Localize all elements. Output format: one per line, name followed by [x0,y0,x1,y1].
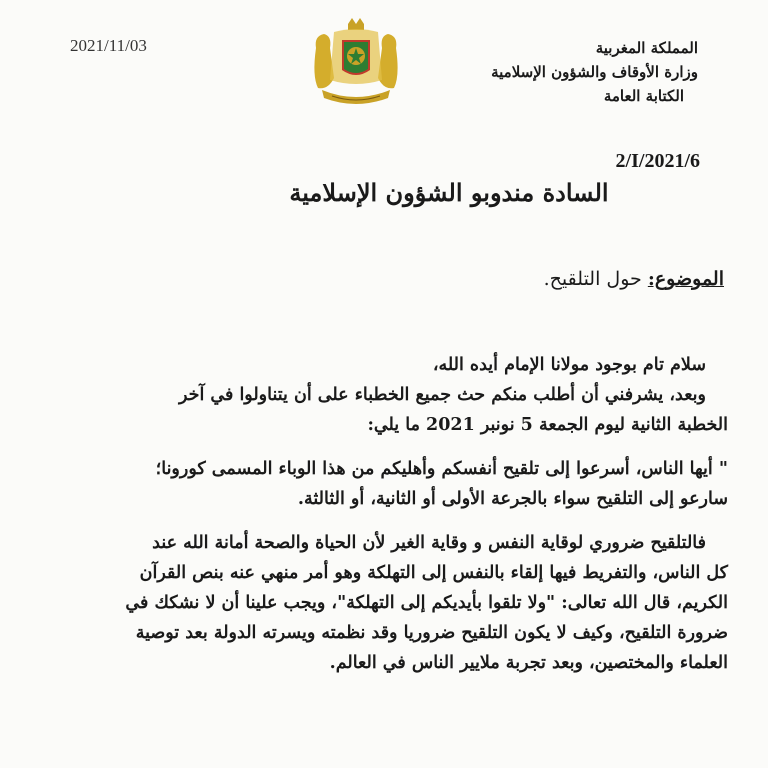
quote-line: سارعو إلى التلقيح سواء بالجرعة الأولى أو الثانية، أو الثالثة. [297,489,728,509]
subject-text: حول التلقيح. [543,268,642,290]
greeting-line: سلام تام بوجود مولانا الإمام أيده الله، [432,355,706,375]
paragraph-line: كل الناس، والتفريط فيها إلقاء بالنفس إلى التهلكة وهو أمر منهي عنه بنص القرآن [139,563,728,583]
ministry-header [491,36,698,108]
paragraph-line: الخطبة الثانية ليوم الجمعة 5 نونبر 2021 ما يلي: [367,415,728,435]
letter-body [36,350,728,678]
subject-line [544,268,724,290]
paragraph-line: الكريم، قال الله تعالى: "ولا تلقوا بأيديكم إلى التهلكة"، ويجب علينا أن لا نشكك في [125,593,728,613]
paragraph-line: ضرورة التلقيح، وكيف لا يكون التلقيح ضروريا وقد نظمته ويسرته الدولة بعد توصية [135,623,728,643]
reference-number: 2/I/2021/6 [615,150,700,172]
paragraph-line: العلماء والمختصين، وبعد تجربة ملايير الناس في العالم. [329,653,728,673]
ministry-line: الكتابة العامة [603,87,684,105]
coat-of-arms-emblem [308,18,404,110]
paragraph-line: فالتلقيح ضروري لوقاية النفس و وقاية الغير لأن الحياة والصحة أمانة الله عند [152,533,706,553]
ministry-line: المملكة المغربية [595,39,698,57]
recipient-title: السادة مندوبو الشؤون الإسلامية [289,178,609,207]
subject-label: الموضوع: [647,268,724,290]
quote-line: " أيها الناس، أسرعوا إلى تلقيح أنفسكم وأهليكم من هذا الوباء المسمى كورونا؛ [155,459,728,479]
ministry-line: وزارة الأوقاف والشؤون الإسلامية [491,63,698,81]
paragraph-line: وبعد، يشرفني أن أطلب منكم حث جميع الخطباء على أن يتناولوا في آخر [178,385,706,405]
letter-date: 2021/11/03 [70,36,147,55]
